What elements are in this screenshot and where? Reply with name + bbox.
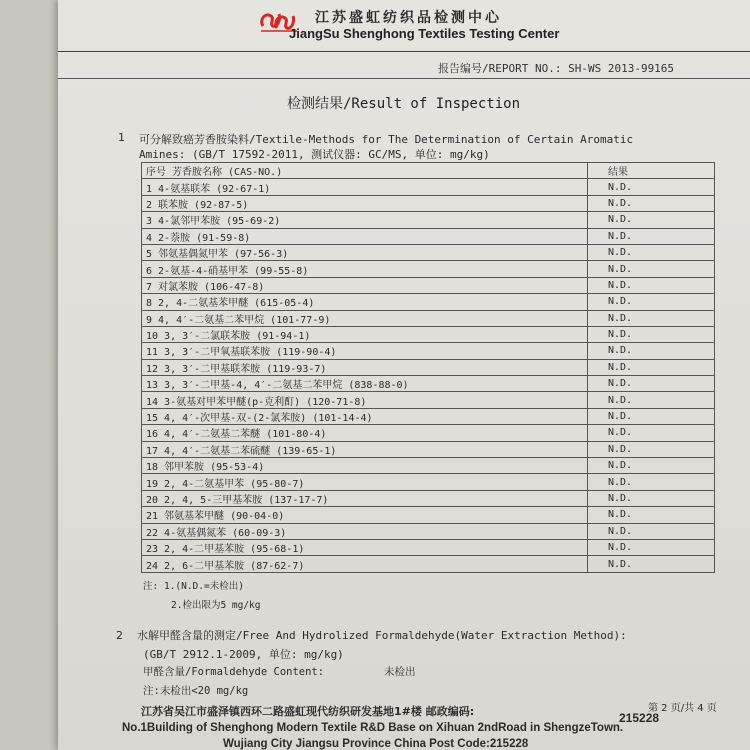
table-row bbox=[142, 277, 715, 293]
result-cell: N.D. bbox=[588, 277, 715, 293]
amine-name-cell: 24 2, 6-二甲基苯胺 (87-62-7) bbox=[142, 556, 588, 572]
table-row bbox=[142, 179, 715, 195]
section1-detection-limit: 2.检出限为5 mg/kg bbox=[171, 600, 261, 611]
amine-name-cell: 2 联苯胺 (92-87-5) bbox=[142, 195, 588, 211]
center-name-en: JiangSu Shenghong Textiles Testing Center bbox=[289, 26, 560, 41]
section2-title: 水解甲醛含量的测定/Free And Hydrolized Formaldehyde(Water Extraction Method): bbox=[137, 629, 627, 642]
amine-name-cell: 12 3, 3′-二甲基联苯胺 (119-93-7) bbox=[142, 359, 588, 375]
amine-name-cell: 3 4-氯邻甲苯胺 (95-69-2) bbox=[142, 212, 588, 228]
result-cell: N.D. bbox=[588, 425, 715, 441]
header-item-cell: 序号 芳香胺名称 (CAS-NO.) bbox=[142, 163, 588, 179]
amine-name-cell: 23 2, 4-二甲基苯胺 (95-68-1) bbox=[142, 539, 588, 555]
footer-address-cn: 江苏省吴江市盛泽镇西环二路盛虹现代纺织研发基地1#楼 邮政编码: bbox=[141, 705, 475, 718]
amine-name-cell: 8 2, 4-二氨基苯甲醚 (615-05-4) bbox=[142, 294, 588, 310]
table-row bbox=[142, 244, 715, 260]
result-cell: N.D. bbox=[588, 228, 715, 244]
amine-name-cell: 13 3, 3′-二甲基-4, 4′-二氨基二苯甲烷 (838-88-0) bbox=[142, 376, 588, 392]
formaldehyde-value: 未检出 bbox=[384, 666, 416, 678]
table-row bbox=[142, 392, 715, 408]
result-cell: N.D. bbox=[588, 294, 715, 310]
footer-postcode: 215228 bbox=[619, 711, 660, 725]
table-row bbox=[142, 425, 715, 441]
table-row bbox=[142, 474, 715, 490]
amine-name-cell: 7 对氯苯胺 (106-47-8) bbox=[142, 277, 588, 293]
section2-note: 注:未检出<20 mg/kg bbox=[143, 685, 249, 697]
amine-name-cell: 22 4-氨基偶氮苯 (60-09-3) bbox=[142, 523, 588, 539]
page-title: 检测结果/Result of Inspection bbox=[287, 96, 521, 112]
result-cell: N.D. bbox=[588, 556, 715, 572]
result-cell: N.D. bbox=[588, 376, 715, 392]
result-cell: N.D. bbox=[588, 490, 715, 506]
section1-note: 注: 1.(N.D.=未检出) bbox=[143, 581, 244, 592]
result-cell: N.D. bbox=[588, 408, 715, 424]
table-row bbox=[142, 523, 715, 539]
table-row bbox=[142, 195, 715, 211]
table-row bbox=[142, 408, 715, 424]
table-row bbox=[142, 441, 715, 457]
amine-name-cell: 14 3-氨基对甲苯甲醚(p-克利酊) (120-71-8) bbox=[142, 392, 588, 408]
table-header-row bbox=[142, 163, 715, 179]
result-cell: N.D. bbox=[588, 195, 715, 211]
amine-name-cell: 10 3, 3′-二氯联苯胺 (91-94-1) bbox=[142, 326, 588, 342]
result-cell: N.D. bbox=[588, 212, 715, 228]
result-cell: N.D. bbox=[588, 539, 715, 555]
report-divider bbox=[58, 78, 750, 79]
table-row bbox=[142, 539, 715, 555]
amine-name-cell: 1 4-氨基联苯 (92-67-1) bbox=[142, 179, 588, 195]
amine-name-cell: 15 4, 4′-次甲基-双-(2-氯苯胺) (101-14-4) bbox=[142, 408, 588, 424]
page-number: 第 2 页/共 4 页 bbox=[648, 703, 717, 714]
header-result-cell: 结果 bbox=[588, 163, 715, 179]
table-row bbox=[142, 556, 715, 572]
result-cell: N.D. bbox=[588, 441, 715, 457]
amine-name-cell: 17 4, 4′-二氨基二苯硫醚 (139-65-1) bbox=[142, 441, 588, 457]
result-cell: N.D. bbox=[588, 244, 715, 260]
section2-number: 2 bbox=[116, 629, 123, 642]
table-row bbox=[142, 343, 715, 359]
center-name-cn: 江苏盛虹纺织品检测中心 bbox=[315, 10, 502, 26]
header-divider bbox=[58, 51, 750, 52]
table-row bbox=[142, 359, 715, 375]
result-cell: N.D. bbox=[588, 261, 715, 277]
amine-name-cell: 20 2, 4, 5-三甲基苯胺 (137-17-7) bbox=[142, 490, 588, 506]
amines-results-table bbox=[141, 162, 715, 573]
amine-name-cell: 11 3, 3′-二甲氧基联苯胺 (119-90-4) bbox=[142, 343, 588, 359]
table-row bbox=[142, 294, 715, 310]
table-row bbox=[142, 507, 715, 523]
section1-method: Amines: (GB/T 17592-2011, 测试仪器: GC/MS, 单位: mg/kg) bbox=[139, 148, 490, 161]
table-row bbox=[142, 212, 715, 228]
formaldehyde-label: 甲醛含量/Formaldehyde Content: bbox=[143, 666, 325, 678]
table-row bbox=[142, 326, 715, 342]
amine-name-cell: 16 4, 4′-二氨基二苯醚 (101-80-4) bbox=[142, 425, 588, 441]
amine-name-cell: 21 邻氨基苯甲醚 (90-04-0) bbox=[142, 507, 588, 523]
amine-name-cell: 4 2-萘胺 (91-59-8) bbox=[142, 228, 588, 244]
report-number: 报告编号/REPORT NO.: SH-WS 2013-99165 bbox=[438, 62, 675, 75]
amine-name-cell: 5 邻氨基偶氮甲苯 (97-56-3) bbox=[142, 244, 588, 260]
result-cell: N.D. bbox=[588, 179, 715, 195]
result-cell: N.D. bbox=[588, 523, 715, 539]
table-row bbox=[142, 458, 715, 474]
result-cell: N.D. bbox=[588, 392, 715, 408]
amine-name-cell: 9 4, 4′-二氨基二苯甲烷 (101-77-9) bbox=[142, 310, 588, 326]
result-cell: N.D. bbox=[588, 474, 715, 490]
result-cell: N.D. bbox=[588, 359, 715, 375]
result-cell: N.D. bbox=[588, 326, 715, 342]
footer-address-en-line1: No.1Building of Shenghong Modern Textile R&D Base on Xihuan 2ndRoad in ShengzeTown. bbox=[122, 722, 624, 734]
table-row bbox=[142, 261, 715, 277]
amine-name-cell: 6 2-氨基-4-硝基甲苯 (99-55-8) bbox=[142, 261, 588, 277]
table-row bbox=[142, 228, 715, 244]
section1-title: 可分解致癌芳香胺染料/Textile-Methods for The Determination of Certain Aromatic bbox=[139, 133, 634, 146]
table-row bbox=[142, 490, 715, 506]
amine-name-cell: 18 邻甲苯胺 (95-53-4) bbox=[142, 458, 588, 474]
section2-standard: (GB/T 2912.1-2009, 单位: mg/kg) bbox=[143, 648, 344, 661]
amine-name-cell: 19 2, 4-二氨基甲苯 (95-80-7) bbox=[142, 474, 588, 490]
table-row bbox=[142, 376, 715, 392]
result-cell: N.D. bbox=[588, 310, 715, 326]
table-row bbox=[142, 310, 715, 326]
result-cell: N.D. bbox=[588, 343, 715, 359]
footer-address-en-line2: Wujiang City Jiangsu Province China Post Code:215228 bbox=[223, 738, 529, 750]
section1-number: 1 bbox=[118, 131, 125, 144]
result-cell: N.D. bbox=[588, 507, 715, 523]
result-cell: N.D. bbox=[588, 458, 715, 474]
